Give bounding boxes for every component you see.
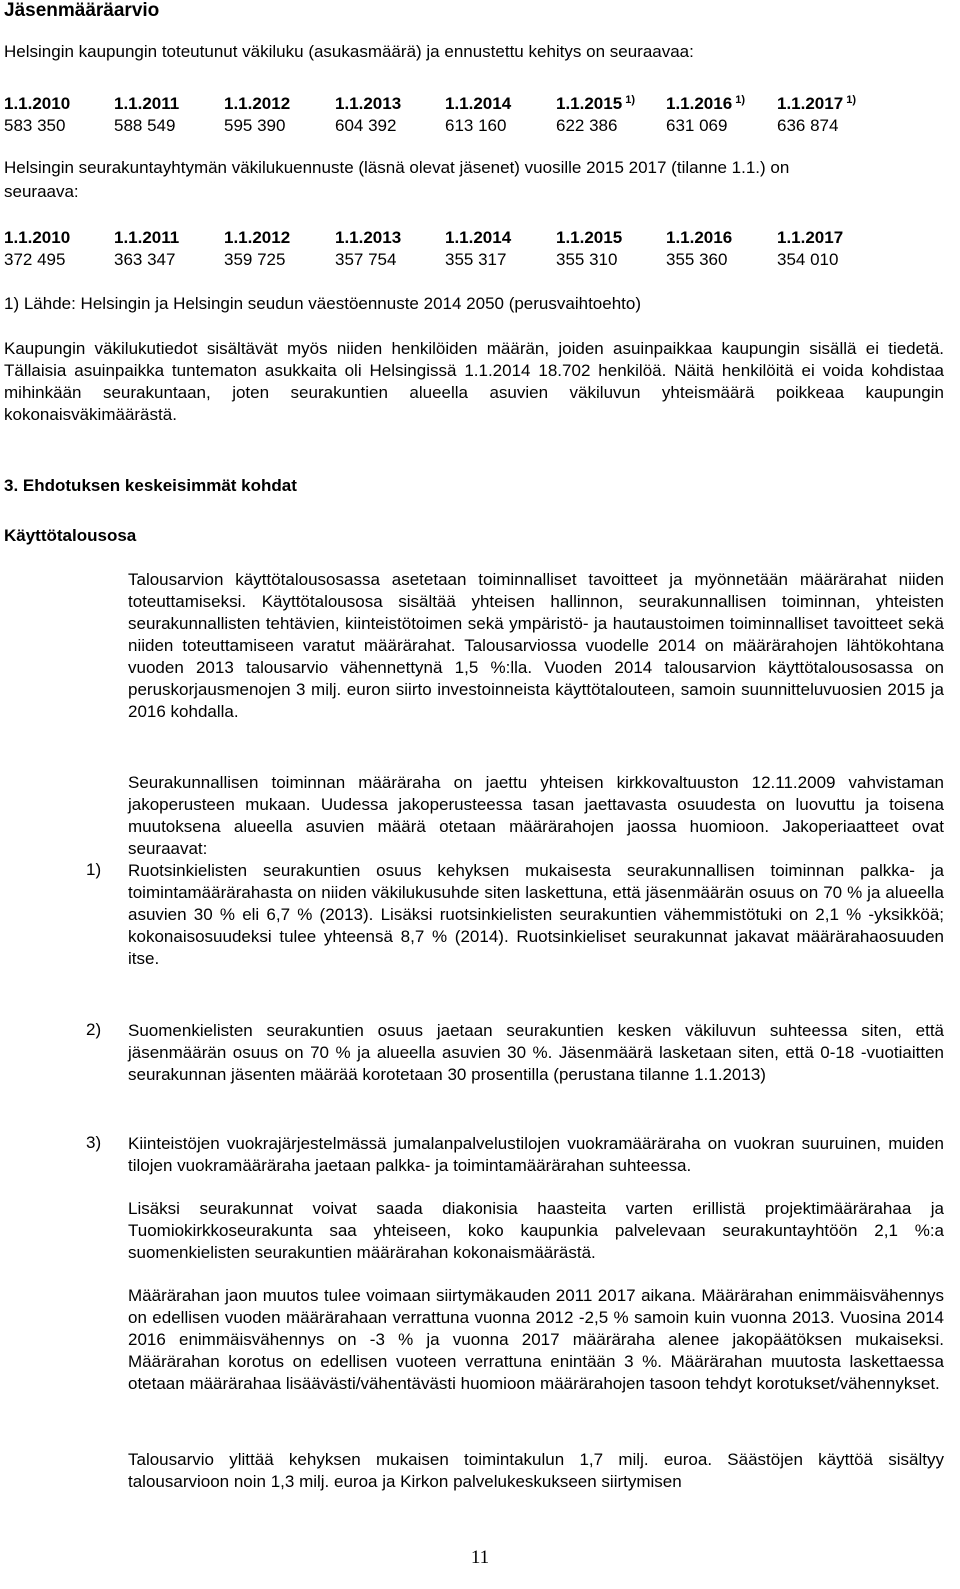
list-item-number: 2) <box>86 1020 102 1039</box>
table-cell-value: 604 392 <box>335 116 397 135</box>
table-cell-value: 363 347 <box>114 250 176 269</box>
section-title: 3. Ehdotuksen keskeisimmät kohdat <box>4 476 297 495</box>
source-footnote: 1) Lähde: Helsingin ja Helsingin seudun väestöennuste 2014 2050 (perusvaihtoehto) <box>4 294 641 313</box>
footnote-mark: 1) <box>732 94 746 106</box>
list-item-number: 3) <box>86 1133 102 1152</box>
paragraph-diaconia: Lisäksi seurakunnat voivat saada diakonisia haasteita varten erillistä projektimäärärahaa ja Tuomiokirkkoseurakunta saa yhteiseen, koko kaupunkia palvelevaan seurakuntayhtöön 2,1 %:a suomenkielisten seurakuntien määrärahan kokonaismäärästä. <box>128 1199 944 1262</box>
table-cell-value: 588 549 <box>114 116 176 135</box>
list-item-text: Ruotsinkielisten seurakuntien osuus kehyksen mukaisesta seurakunnallisen toiminnan palkka- ja toimintamäärärahasta on niiden väkilukusuhde siten laskettuna, että jäsenmäärän osuus on 70 % ja alueella asuvien 30 % eli 6,7 % (2013). Lisäksi ruotsinkielisten seurakuntien vähemmistötuki on 2,1 % -yksikköä; kokonaisosuudeksi tulee yhteensä 8,7 % (2014). Ruotsinkieliset seurakunnat jakavat määrärahaosuuden itse. <box>128 861 944 968</box>
table-cell-date: 1.1.2017 $^{1)}$ <box>777 94 857 113</box>
table-cell-date: 1.1.2014 <box>445 228 512 247</box>
population-intro: Helsingin kaupungin toteutunut väkiluku (asukasmäärä) ja ennustettu kehitys on seuraavaa: <box>4 42 694 61</box>
table-cell-value: 595 390 <box>224 116 286 135</box>
table-cell-date: 1.1.2016 <box>666 228 733 247</box>
table-cell-value: 355 317 <box>445 250 507 269</box>
table-cell-value: 357 754 <box>335 250 397 269</box>
list-item-text: Kiinteistöjen vuokrajärjestelmässä jumalanpalvelustilojen vuokramääräraha on vuokran suuruinen, muiden tilojen vuokramääräraha jaetaan palkka- ja toimintamäärärahan suhteessa. <box>128 1134 944 1175</box>
table-cell-value: 583 350 <box>4 116 66 135</box>
table-cell-value: 631 069 <box>666 116 728 135</box>
note-paragraph: Kaupungin väkilukutiedot sisältävät myös niiden henkilöiden määrän, joiden asuinpaikkaa kaupungin sisällä ei tiedetä. Tällaisia asuinpaikka tuntematon asukkaita oli Helsingissä 1.1.2014 18.702 henkilöä. Näitä henkilöitä ei voida kohdistaa mihinkään seurakuntaan, joten seurakuntien alueella asuvien väkiluvun yhteismäärä poikkeaa kaupungin kokonaisväkimäärästä. <box>4 339 944 424</box>
table-cell-date: 1.1.2010 <box>4 228 71 247</box>
table-cell-value: 354 010 <box>777 250 839 269</box>
forecast-intro-line2: seuraava: <box>4 182 79 201</box>
paragraph-savings: Talousarvio ylittää kehyksen mukaisen toimintakulun 1,7 milj. euroa. Säästöjen käyttöä sisältyy talousarvioon noin 1,3 milj. euroa ja Kirkon palvelukeskukseen siirtymisen <box>128 1450 944 1491</box>
forecast-intro-line1: Helsingin seurakuntayhtymän väkilukuennuste (läsnä olevat jäsenet) vuosille 2015 2017 (tilanne 1.1.) on <box>4 158 790 177</box>
table-cell-date: 1.1.2013 <box>335 94 402 113</box>
table-cell-date: 1.1.2011 <box>114 94 180 113</box>
table-cell-value: 359 725 <box>224 250 286 269</box>
paragraph-allocation: Seurakunnallisen toiminnan määräraha on jaettu yhteisen kirkkovaltuuston 12.11.2009 vahvistaman jakoperusteen mukaan. Uudessa jakoperusteessa tasan jaettavasta osuudesta on luovuttu ja toisena muutoksena alueella asuvien määrä otetaan määrärahojen jaossa huomioon. Jakoperiaatteet ovat seuraavat: <box>128 773 944 858</box>
table-cell-date: 1.1.2015 <box>556 228 623 247</box>
table-cell-value: 613 160 <box>445 116 507 135</box>
table-cell-date: 1.1.2014 <box>445 94 512 113</box>
table-cell-value: 636 874 <box>777 116 839 135</box>
table-cell-value: 622 386 <box>556 116 618 135</box>
table-cell-value: 372 495 <box>4 250 66 269</box>
footnote-mark: 1) <box>843 94 857 106</box>
table-cell-date: 1.1.2017 <box>777 228 844 247</box>
table-cell-date: 1.1.2015 $^{1)}$ <box>556 94 636 113</box>
table-cell-date: 1.1.2010 <box>4 94 71 113</box>
list-item-number: 1) <box>86 860 102 879</box>
paragraph-transition: Määrärahan jaon muutos tulee voimaan siirtymäkauden 2011 2017 aikana. Määrärahan enimmäisvähennys on edellisen vuoden määrärahaan verrattuna vuonna 2012 -2,5 % samoin kuin vuonna 2013. Vuosina 2014 2016 enimmäisvähennys on -3 % ja vuonna 2017 määräraha alenee jakopäätöksen mukaiseksi. Määrärahan korotus on edellisen vuoteen verrattuna enintään 3 %. Määrärahan muutosta laskettaessa otetaan määrärahaa lisäävästi/vähentävästi huomioon määrärahojen tasoon tehdyt korotukset/vähennykset. <box>128 1286 944 1393</box>
table-cell-value: 355 360 <box>666 250 728 269</box>
page-heading: Jäsenmääräarvio <box>4 0 160 21</box>
list-item-text: Suomenkielisten seurakuntien osuus jaetaan seurakuntien kesken väkiluvun suhteessa siten, että jäsenmäärän osuus on 70 % ja alueella asuvien 30 %. Jäsenmäärä lasketaan siten, että 0-18 -vuotiaitten seurakunnan jäsenten määrää korotetaan 30 prosentilla (perustana tilanne 1.1.2013) <box>128 1021 944 1084</box>
footnote-mark: 1) <box>622 94 636 106</box>
page-number: 11 <box>470 1547 490 1568</box>
table-cell-date: 1.1.2016 $^{1)}$ <box>666 94 746 113</box>
subsection-title: Käyttötalousosa <box>4 526 137 545</box>
table-cell-date: 1.1.2013 <box>335 228 402 247</box>
table-cell-date: 1.1.2012 <box>224 94 291 113</box>
table-cell-date: 1.1.2012 <box>224 228 291 247</box>
table-cell-date: 1.1.2011 <box>114 228 180 247</box>
paragraph-operating-budget: Talousarvion käyttötalousosassa asetetaan toiminnalliset tavoitteet ja myönnetään määrärahat niiden toteuttamiseksi. Käyttötalousosa sisältää yhteisen hallinnon, seurakunnallisen toiminnan, yhteisten seurakunnallisten tehtävien, kiinteistötoimen sekä ympäristö- ja hautaustoimen toiminnalliset tavoitteet sekä niiden toteuttamiseen varatut määrärahat. Talousarviossa vuodelle 2014 on määrärahojen lähtökohtana vuoden 2013 talousarvio vähennettynä 1,5 %:lla. Vuoden 2014 talousarvion käyttötalousosassa on peruskorjausmenojen 3 milj. euron siirto investoinneista käyttötalouteen, samoin suunnitteluvuosien 2015 ja 2016 kohdalla. <box>128 570 944 721</box>
table-cell-value: 355 310 <box>556 250 618 269</box>
